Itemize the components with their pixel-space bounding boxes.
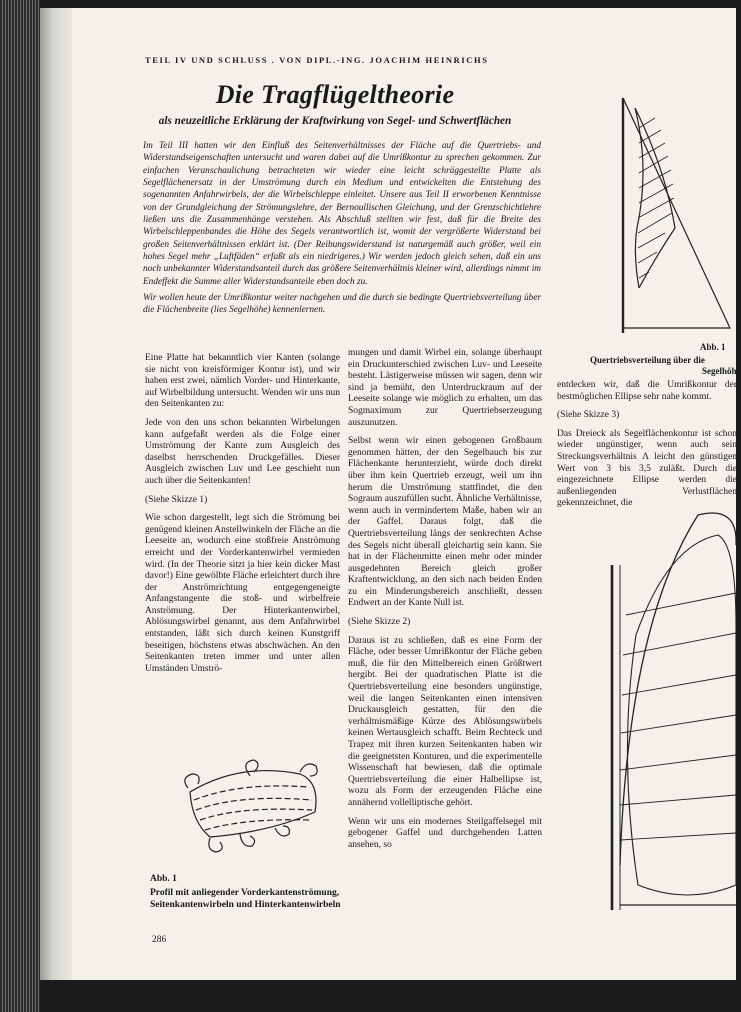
plate-outline	[190, 771, 316, 837]
paragraph: Selbst wenn wir einen gebogenen Großbaum genommen hätten, der den Segelbauch bis zur Flächenkante herunterzieht, würde doch direkt über ihm kein Quertrieb erzeugt, weil um ihn herum die Umströmung stattfindet, die den Sograum auszufüllen sucht. Ähnliche Verhältnisse, wenn auch in vermindertem Maße, haben wir an der Gaffel. Daraus folgt, daß die Quertriebsverteilung längs der senkrechten Achse des Segels nicht überall gleichartig sein kann. Sie hat in der Flächenmitte einen mehr oder minder ausgedehnten Bereich gleich großer Kraftentwicklung, an den sich nach beiden Enden zu ein Minderungsbereich anschließt, dessen Endwert an der Kante Null ist.	[348, 436, 542, 609]
intro-text-1: Im Teil III hatten wir den Einfluß des Seitenverhältnisses der Fläche auf die Quertriebs- und Widerstandseigenschaften untersucht und waren dabei auf die Umrißkontur zu sprechen gekommen. Zur einfachen Veranschaulichung betrachteten wir wieder eine leicht schräggestellte Platte als Segelflächenersatz in der Umströmung durch ein Medium und entwickelten die Entstehung des sogenannten Anfahrwirbels, der die Wirbelschleppe einleitet. Unsere aus Teil II erworbenen Kenntnisse von der Grundgleichung der Strömungslehre, der Bernoullischen Gleichung, und der Grenzschichtlehre ließen uns die Zusammenhänge verstehen. Als Abschluß stellten wir fest, daß für die Breite des Wirbelschleppenbandes die Höhe des Segels verantwortlich ist, womit der vergrößerte Widerstand bei großen Seitenverhältnissen erklärt ist. (Der Reibungswiderstand ist naturgemäß auch größer, weil ein hohes Segel mehr „Luftfäden“ erfaßt als ein niedrigeres.) Wir werden jedoch gleich sehen, daß ein uns noch unbekannter Widerstandsanteil durch das größere Seitenverhältnis kleiner wird, allerdings nimmt im Endeffekt die Summe aller Widerstandsanteile eben doch zu.	[143, 141, 541, 287]
figure-right-label: Abb. 1	[700, 342, 726, 352]
intro-paragraph	[143, 140, 541, 321]
article-title: Die Tragflügeltheorie	[215, 80, 455, 109]
book-spine	[0, 0, 40, 1012]
column-right	[557, 380, 737, 517]
figure-right-caption: Quertriebsverteilung über die	[590, 355, 705, 365]
sketch-reference: (Siehe Skizze 3)	[557, 410, 620, 421]
paragraph: Wenn wir uns ein modernes Steilgaffelsegel mit gebogener Gaffel und durchgehenden Latten ansehen, so	[348, 816, 542, 850]
figure-1-caption: Profil mit anliegender Vorderkantenströmung, Seitenkantenwirbeln und Hinterkantenwirbeln	[150, 888, 341, 910]
paragraph: Das Dreieck als Segelflächenkontur ist schon wieder ungünstiger, wenn auch sein Streckungsverhältnis Λ leicht den günstigen Wert von 3 bis 3,5 zuläßt. Durch die eingezeichnete Ellipse werden die außenliegenden Verlustflächen gekennzeichnet, die	[557, 428, 737, 509]
paragraph: Wie schon dargestellt, legt sich die Strömung bei genügend kleinen Anstellwinkeln der Fläche an die Leeseite an, wodurch eine stoßfreie Anströmung erreicht und der Vorderkantenwirbel vermieden wird. (In der Theorie sitzt ja hier kein dicker Mast davor!) Eine gewölbte Fläche erleichtert durch ihre der Anströmrichtung entgegengeneigte Anfangstangente die stoß- und wirbelfreie Anströmung. Der Hinterkantenwirbel, Ablösungswirbel genannt, aus dem Anfahrwirbel entstanden, läßt sich durch keinen Kunstgriff beseitigen, höchstens etwas abschwächen. An den Seitenkanten treten immer und unter allen Umständen Umströ-	[145, 513, 340, 674]
figure-right-caption-2: Segelhöhe	[702, 366, 741, 376]
lift-distribution-sketch	[605, 88, 736, 338]
gaff-sail-sketch	[598, 505, 736, 920]
paragraph: mungen und damit Wirbel ein, solange überhaupt ein Druckunterschied zwischen Luv- und Leeseite besteht. Lästigerweise müssen wir sagen, denn wir sind ja bemüht, den Unterdruckraum auf der Leeseite solange wie möglich zu erhalten, um das Sogmaximum zur Quertriebserzeugung auszunutzen.	[348, 348, 542, 428]
sketch-reference: (Siehe Skizze 1)	[145, 494, 208, 505]
article-header: TEIL IV UND SCHLUSS . VON DIPL.-ING. JOACHIM HEINRICHS	[145, 55, 489, 65]
paragraph: Eine Platte hat bekanntlich vier Kanten (solange sie nicht von kreisförmiger Kontur ist), und wir haben erst zwei, nämlich Vorder- und Hinterkante, auf Wirbelbildung untersucht. Wenden wir uns nun den Seitenkanten zu:	[145, 353, 340, 410]
paragraph: entdecken wir, daß die Umrißkontur der bestmöglichen Ellipse sehr nahe kommt.	[557, 380, 737, 402]
column-middle	[348, 348, 542, 858]
page-binding-shadow	[40, 8, 72, 980]
page-number: 286	[152, 935, 167, 945]
intro-text-2: Wir wollen heute der Umrißkontur weiter nachgehen und die durch sie bedingte Quertriebsverteilung über die Flächenbreite (lies Segelhöhe) kennenlernen.	[143, 293, 541, 316]
paragraph: Jede von den uns schon bekannten Wirbelungen kann aufgefaßt werden als die Folge einer Umströmung der Kante zum Ausgleich des daselbst herrschenden Druckgefälles. Dieser Ausgleich zwischen Luv und Lee geschieht nun auch über die Seitenkanten!	[145, 417, 340, 486]
article-subtitle: als neuzeitliche Erklärung der Kraftwirkung von Segel- und Schwertflächen	[158, 115, 512, 127]
paragraph: Daraus ist zu schließen, daß es eine Form der Fläche, oder besser Umrißkontur der Fläche geben muß, die für den Mittelbereich einen Größtwert hergibt. Bei der quadratischen Platte ist die Quertriebsverteilung eine besonders ungünstige, weil die langen Seitenkanten einen intensiven Druckausgleich gestatten, für den die verhältnismäßige Kürze des Ablösungswirbels keinen Wertausgleich schafft. Beim Rechteck und Trapez mit ihren kurzen Seitenkanten haben wir die geeignetsten Konturen, und die experimentelle Wissenschaft hat bewiesen, daß die optimale Quertriebsverteilung die einer Halbellipse ist, wozu als Form der erzeugenden Fläche eine annähernd vollelliptische gehört.	[348, 635, 542, 808]
figure-1-sketch	[180, 752, 340, 862]
figure-1-label: Abb. 1	[150, 874, 177, 884]
sketch-reference: (Siehe Skizze 2)	[348, 617, 411, 628]
column-left	[145, 353, 340, 682]
